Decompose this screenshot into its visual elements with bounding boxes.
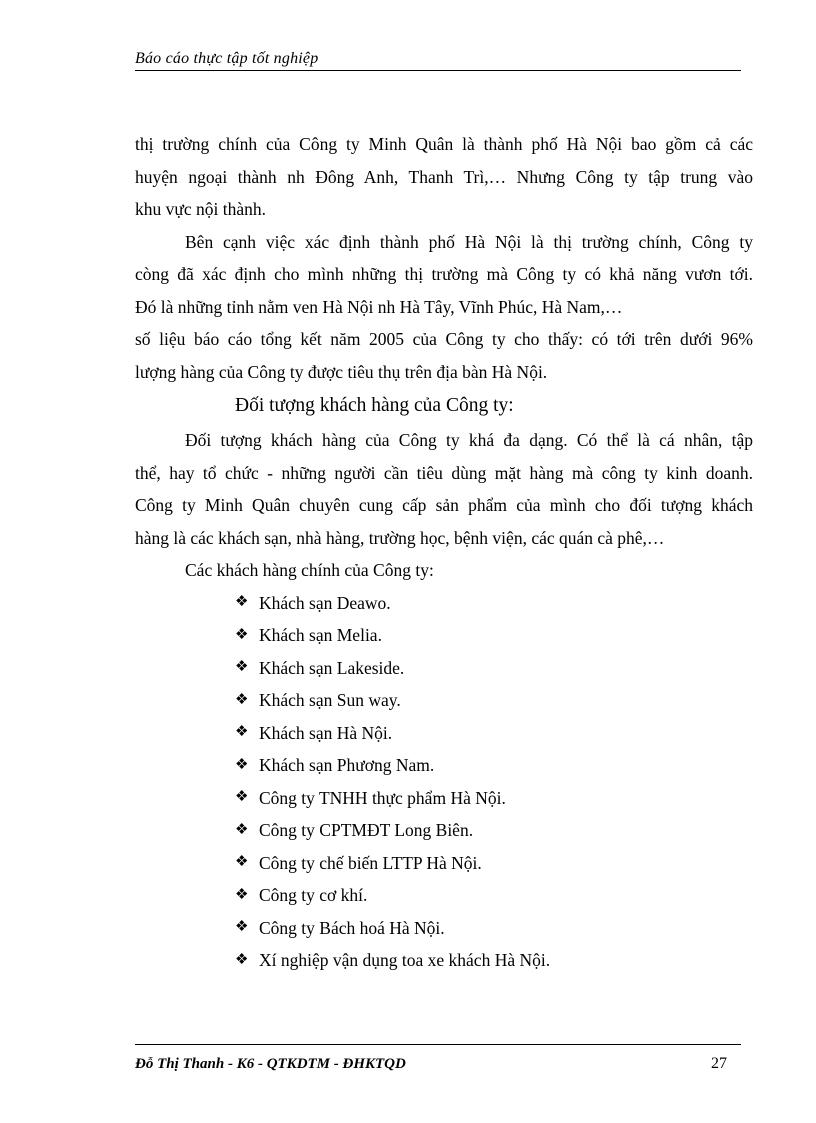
text-line: hàng là các khách sạn, nhà hàng, trường học, bệnh viện, các quán cà phê,…	[135, 527, 665, 548]
list-item	[235, 717, 753, 750]
diamond-bullet-icon: ❖	[235, 691, 249, 708]
list-item-text: Công ty TNHH thực phẩm Hà Nội.	[259, 787, 506, 808]
footer-author: Đỗ Thị Thanh - K6 - QTKDTM - ĐHKTQD	[135, 1055, 406, 1072]
list-item	[235, 749, 753, 782]
diamond-bullet-icon: ❖	[235, 821, 249, 838]
customers-intro: Các khách hàng chính của Công ty:	[185, 560, 434, 580]
text-line: còng đã xác định cho mình những thị trường mà Công ty có khả năng vươn tới.	[135, 264, 753, 284]
text-line: khu vực nội thành.	[135, 199, 266, 219]
diamond-bullet-icon: ❖	[235, 919, 249, 936]
paragraph-customers	[135, 424, 753, 554]
diamond-bullet-icon: ❖	[235, 886, 249, 903]
list-item	[235, 587, 753, 620]
list-item-text: Công ty Bách hoá Hà Nội.	[259, 917, 445, 938]
page-number: 27	[711, 1055, 727, 1072]
text-line: thị trường chính của Công ty Minh Quân là thành phố Hà Nội bao gồm cả các	[135, 134, 753, 154]
list-item	[235, 782, 753, 815]
list-item-text: Khách sạn Phương Nam.	[259, 755, 435, 775]
diamond-bullet-icon: ❖	[235, 724, 249, 741]
diamond-bullet-icon: ❖	[235, 854, 249, 871]
diamond-bullet-icon: ❖	[235, 789, 249, 806]
list-item	[235, 619, 753, 652]
text-line: số liệu báo cáo tổng kết năm 2005 của Công ty cho thấy: có tới trên dưới 96%	[135, 329, 753, 349]
text-line: huyện ngoại thành nh Đông Anh, Thanh Trì,… Nhưng Công ty tập trung vào	[135, 166, 753, 187]
diamond-bullet-icon: ❖	[235, 594, 249, 611]
list-item-text: Công ty chế biến LTTP Hà Nội.	[259, 852, 482, 873]
page-header	[135, 50, 741, 71]
list-item	[235, 879, 753, 912]
diamond-bullet-icon: ❖	[235, 659, 249, 676]
page-footer	[135, 1044, 741, 1073]
diamond-bullet-icon: ❖	[235, 626, 249, 643]
list-item-text: Khách sạn Deawo.	[259, 592, 391, 613]
list-item	[235, 684, 753, 717]
text-line: Công ty Minh Quân chuyên cung cấp sản phẩm của mình cho đối tượng khách	[135, 495, 753, 515]
list-item	[235, 912, 753, 945]
section-heading: Đối tượng khách hàng của Công ty:	[235, 395, 514, 416]
text-line: Bên cạnh việc xác định thành phố Hà Nội là thị trường chính, Công ty	[185, 231, 753, 252]
customer-list	[135, 587, 753, 977]
list-item-text: Xí nghiệp vận dụng toa xe khách Hà Nội.	[259, 950, 551, 970]
text-line: Đó là những tỉnh nằm ven Hà Nội nh Hà Tây, Vĩnh Phúc, Hà Nam,…	[135, 296, 623, 317]
list-item-text: Công ty CPTMĐT Long Biên.	[259, 820, 474, 840]
list-item-text: Khách sạn Hà Nội.	[259, 722, 393, 743]
text-line: thể, hay tổ chức - những người cần tiêu dùng mặt hàng mà công ty kinh doanh.	[135, 462, 753, 483]
paragraph-market	[135, 128, 753, 226]
document-body	[135, 128, 753, 977]
list-item-text: Khách sạn Melia.	[259, 625, 382, 645]
list-item-text: Công ty cơ khí.	[259, 885, 368, 905]
list-item	[235, 652, 753, 685]
text-line: Đối tượng khách hàng của Công ty khá đa dạng. Có thể là cá nhân, tập	[185, 430, 753, 450]
diamond-bullet-icon: ❖	[235, 756, 249, 773]
list-item	[235, 814, 753, 847]
list-item	[235, 944, 753, 977]
header-title: Báo cáo thực tập tốt nghiệp	[135, 50, 319, 67]
list-item-text: Khách sạn Sun way.	[259, 690, 401, 710]
text-line: lượng hàng của Công ty được tiêu thụ trên địa bàn Hà Nội.	[135, 361, 548, 382]
paragraph-expansion	[135, 226, 753, 389]
list-item	[235, 847, 753, 880]
diamond-bullet-icon: ❖	[235, 951, 249, 968]
list-item-text: Khách sạn Lakeside.	[259, 657, 405, 678]
